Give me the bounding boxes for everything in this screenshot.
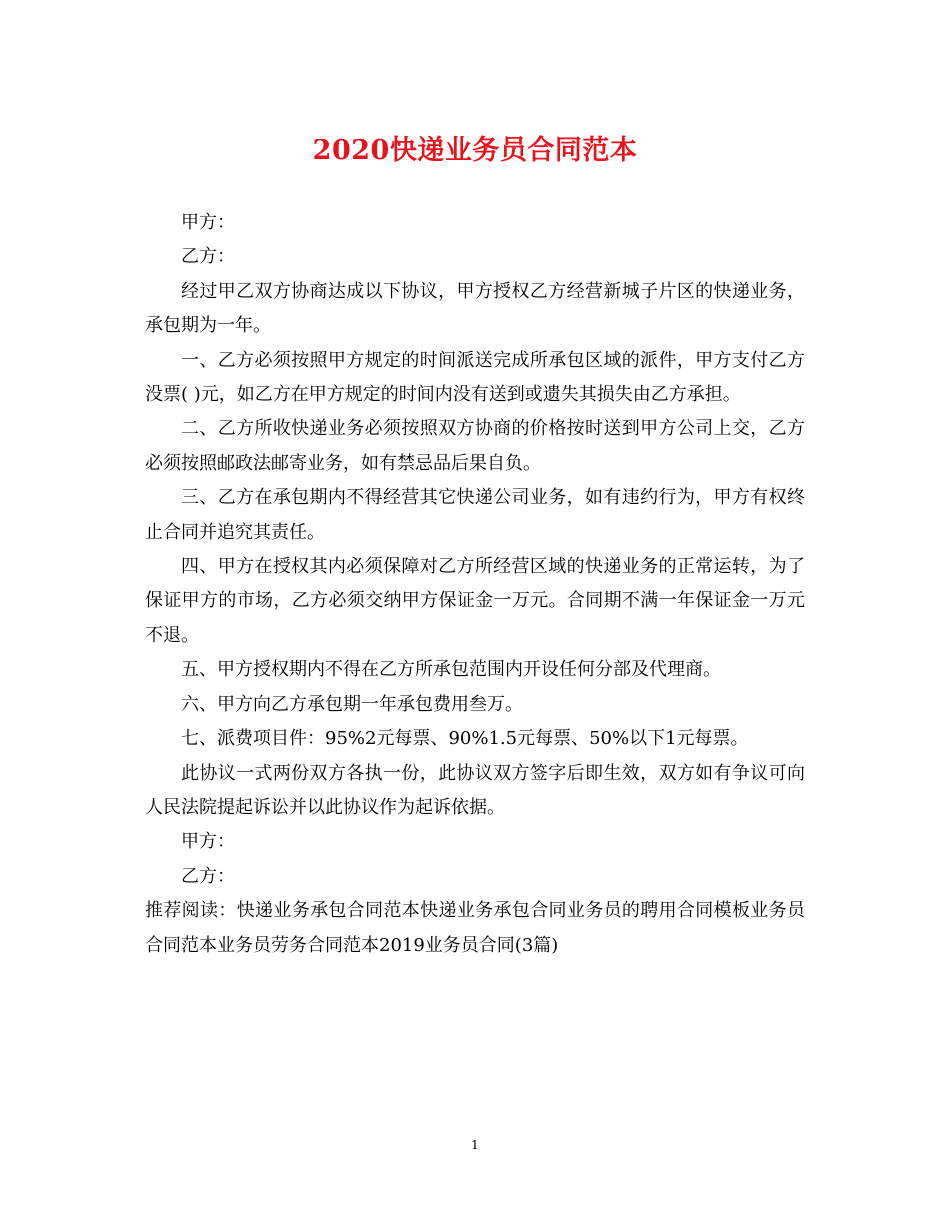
clause-1: 一、乙方必须按照甲方规定的时间派送完成所承包区域的派件，甲方支付乙方没票( )元，如乙方在甲方规定的时间内没有送到或遗失其损失由乙方承担。 (145, 349, 805, 406)
agreement-intro: 经过甲乙双方协商达成以下协议，甲方授权乙方经营新城子片区的快递业务，承包期为一年。 (145, 280, 805, 337)
party-a-signature-label: 甲方： (181, 831, 235, 853)
clause-3: 三、乙方在承包期内不得经营其它快递公司业务，如有违约行为，甲方有权终止合同并追究其责任。 (145, 487, 805, 543)
document-body (145, 206, 805, 963)
agreement-closing: 此协议一式两份双方各执一份，此协议双方签字后即生效，双方如有争议可向人民法院提起诉讼并以此协议作为起诉依据。 (145, 762, 805, 818)
clause-7: 七、派费项目件：95%2元每票、90%1.5元每票、50%以下1元每票。 (181, 728, 749, 750)
party-a-label: 甲方： (181, 212, 235, 233)
clause-5: 五、甲方授权期内不得在乙方所承包范围内开设任何分部及代理商。 (181, 659, 721, 681)
party-b-signature-label: 乙方： (181, 865, 235, 887)
party-b-label: 乙方： (181, 246, 235, 268)
clause-6: 六、甲方向乙方承包期一年承包费用叁万。 (181, 693, 523, 715)
document-title: 2020快递业务员合同范本 (312, 135, 638, 166)
clause-2: 二、乙方所收快递业务必须按照双方协商的价格按时送到甲方公司上交，乙方必须按照邮政法邮寄业务，如有禁忌品后果自负。 (145, 418, 805, 474)
recommended-reading: 推荐阅读：快递业务承包合同范本快递业务承包合同业务员的聘用合同模板业务员合同范本业务员劳务合同范本2019业务员合同(3篇) (145, 900, 805, 956)
clause-4: 四、甲方在授权其内必须保障对乙方所经营区域的快递业务的正常运转，为了保证甲方的市场，乙方必须交纳甲方保证金一万元。合同期不满一年保证金一万元不退。 (145, 556, 805, 646)
page-number: 1 (471, 1138, 479, 1152)
